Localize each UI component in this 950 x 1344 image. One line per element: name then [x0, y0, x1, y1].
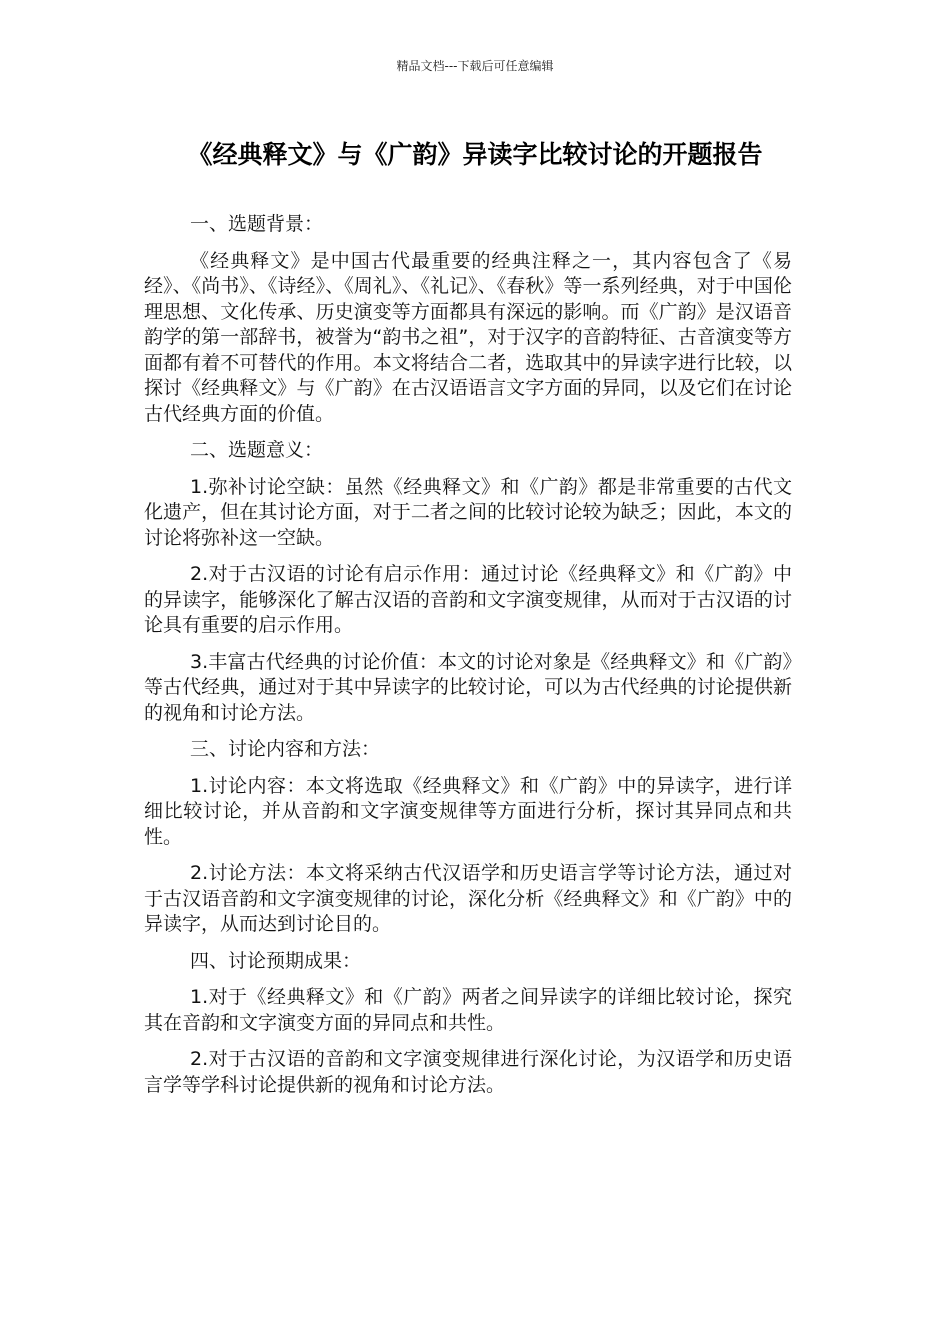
paragraph-result-1: 1.对于《经典释文》和《广韵》两者之间异读字的详细比较讨论，探究其在音韵和文字演变方面的异同点和共性。 — [144, 986, 792, 1034]
paragraph-content: 1.讨论内容：本文将选取《经典释文》和《广韵》中的异读字，进行详细比较讨论，并从音韵和文字演变规律等方面进行分析，探讨其异同点和共性。 — [144, 774, 792, 848]
section-heading-background: 一、选题背景： — [190, 213, 324, 235]
section-heading-significance: 二、选题意义： — [190, 439, 324, 461]
paragraph-significance-2: 2.对于古汉语的讨论有启示作用：通过讨论《经典释文》和《广韵》中的异读字，能够深化了解古汉语的音韵和文字演变规律，从而对于古汉语的讨论具有重要的启示作用。 — [144, 563, 792, 636]
paragraph-significance-3: 3.丰富古代经典的讨论价值：本文的讨论对象是《经典释文》和《广韵》等古代经典，通过对于其中异读字的比较讨论，可以为古代经典的讨论提供新的视角和讨论方法。 — [144, 650, 792, 724]
paragraph-significance-1: 1.弥补讨论空缺：虽然《经典释文》和《广韵》都是非常重要的古代文化遗产，但在其讨论方面，对于二者之间的比较讨论较为缺乏；因此，本文的讨论将弥补这一空缺。 — [144, 475, 792, 549]
section-heading-content-method: 三、讨论内容和方法： — [190, 738, 381, 760]
paragraph-result-2: 2.对于古汉语的音韵和文字演变规律进行深化讨论，为汉语学和历史语言学等学科讨论提供新的视角和讨论方法。 — [144, 1048, 792, 1096]
document-title: 《经典释文》与《广韵》异读字比较讨论的开题报告 — [187, 140, 763, 169]
paragraph-background: 《经典释文》是中国古代最重要的经典注释之一，其内容包含了《易经》、《尚书》、《诗经》、《周礼》、《礼记》、《春秋》等一系列经典，对于中国伦理思想、文化传承、历史演变等方面都具有深远的影响。而《广韵》是汉语音韵学的第一部辞书，被誉为“韵书之祖”，对于汉字的音韵特征、古音演变等方面都有着不可替代的作用。本文将结合二者，选取其中的异读字进行比较，以探讨《经典释文》与《广韵》在古汉语语言文字方面的异同，以及它们在讨论古代经典方面的价值。 — [144, 249, 792, 425]
header-note: 精品文档---下载后可任意编辑 — [396, 59, 554, 73]
paragraph-method: 2.讨论方法：本文将采纳古代汉语学和历史语言学等讨论方法，通过对于古汉语音韵和文字演变规律的讨论，深化分析《经典释文》和《广韵》中的异读字，从而达到讨论目的。 — [144, 862, 792, 935]
document-body — [144, 212, 792, 1109]
section-heading-expected-results: 四、讨论预期成果： — [190, 949, 362, 972]
